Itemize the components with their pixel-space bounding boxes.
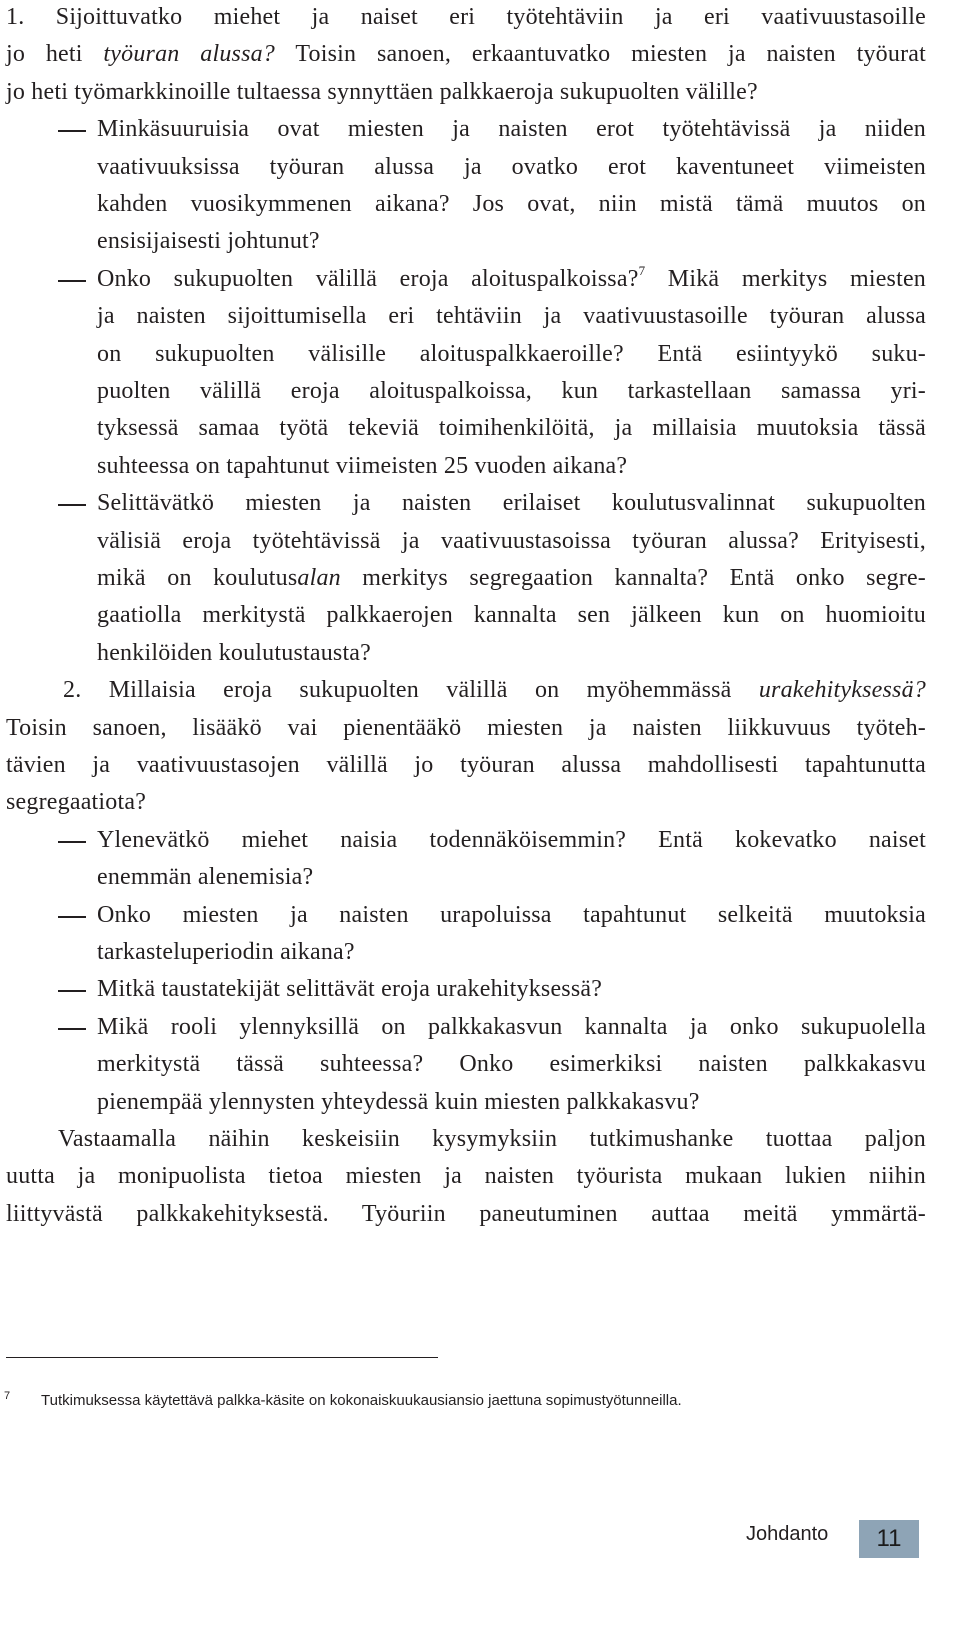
text-line: Minkäsuuruisia ovat miesten ja naisten erot työtehtävissä ja niiden (97, 116, 926, 143)
text-line: kahden vuosikymmenen aikana? Jos ovat, niin mistä tämä muutos on (97, 191, 926, 217)
text-line: pienempää ylennysten yhteydessä kuin miesten palkkakasvu? (97, 1088, 700, 1115)
list-dash (58, 130, 86, 132)
page-number: 11 (859, 1520, 919, 1558)
text-line: henkilöiden koulutustausta? (97, 639, 372, 666)
text-line: gaatiolla merkitystä palkkaerojen kannalta sen jälkeen kun on huomioitu (97, 602, 926, 629)
text-line: suhteessa on tapahtunut viimeisten 25 vuoden aikana? (97, 452, 628, 479)
footer-section-label: Johdanto (746, 1523, 829, 1545)
list-dash (58, 504, 86, 506)
list-dash (58, 916, 86, 918)
text-line: Ylenevätkö miehet naisia todennäköisemmin? Entä kokevatko naiset (97, 826, 926, 853)
text-line: Onko sukupuolten välillä eroja aloituspalkoissa?$^7$ Mikä merkitys miesten (97, 262, 927, 292)
text-line: ja naisten sijoittumisella eri tehtäviin ja vaativuustasoille työuran alussa (97, 303, 926, 330)
footnote-divider (6, 1357, 438, 1358)
footnote-marker: 7 (4, 1390, 11, 1402)
list-dash (58, 1028, 86, 1030)
text-line: 2. Millaisia eroja sukupuolten välillä on myöhemmässä urakehityksessä? (63, 677, 926, 704)
text-line: enemmän alenemisia? (97, 864, 314, 891)
text-line: tarkasteluperiodin aikana? (97, 939, 355, 965)
body-text (6, 0, 926, 1233)
text-line: tävien ja vaativuustasojen välillä jo työuran alussa mahdollisesti tapahtunutta (6, 752, 926, 778)
text-line: välisiä eroja työtehtävissä ja vaativuustasoissa työuran alussa? Erityisesti, (97, 527, 926, 554)
text-line: on sukupuolten välisille aloituspalkkaeroille? Entä esiintyykö suku- (97, 340, 926, 367)
list-dash (58, 280, 86, 282)
text-line: jo heti työmarkkinoille tultaessa synnyttäen palkkaeroja sukupuolten välille? (6, 78, 758, 105)
text-line: liittyvästä palkkakehityksestä. Työuriin paneutuminen auttaa meitä ymmärtä- (6, 1200, 926, 1227)
list-dash (58, 990, 86, 992)
text-line: puolten välillä eroja aloituspalkoissa, kun tarkastellaan samassa yri- (97, 378, 926, 404)
list-dash (58, 841, 86, 843)
text-line: Selittävätkö miesten ja naisten erilaiset koulutusvalinnat sukupuolten (97, 490, 926, 517)
text-line: merkitystä tässä suhteessa? Onko esimerkiksi naisten palkkakasvu (97, 1051, 926, 1078)
text-line: Mikä rooli ylennyksillä on palkkakasvun kannalta ja onko sukupuolella (97, 1013, 926, 1040)
footnote-text: Tutkimuksessa käytettävä palkka-käsite on kokonaiskuukausiansio jaettuna sopimustyötunneilla. (41, 1392, 682, 1409)
text-line: Vastaamalla näihin keskeisiin kysymyksiin tutkimushanke tuottaa paljon (58, 1126, 926, 1152)
text-line: tyksessä samaa työtä tekeviä toimihenkilöitä, ja millaisia muutoksia tässä (97, 415, 926, 442)
text-line: mikä on koulutusalan merkitys segregaation kannalta? Entä onko segre- (97, 565, 926, 591)
text-line: segregaatiota? (6, 789, 147, 816)
text-line: Mitkä taustatekijät selittävät eroja urakehityksessä? (97, 976, 603, 1003)
text-line: Onko miesten ja naisten urapoluissa tapahtunut selkeitä muutoksia (97, 901, 926, 928)
text-line: vaativuuksissa työuran alussa ja ovatko erot kaventuneet viimeisten (97, 153, 926, 180)
text-line: jo heti työuran alussa? Toisin sanoen, erkaantuvatko miesten ja naisten työurat (6, 41, 926, 68)
text-line: 1. Sijoittuvatko miehet ja naiset eri työtehtäviin ja eri vaativuustasoille (6, 4, 926, 30)
text-line: Toisin sanoen, lisääkö vai pienentääkö miesten ja naisten liikkuvuus työteh- (6, 714, 926, 741)
text-line: uutta ja monipuolista tietoa miesten ja naisten työurista mukaan lukien niihin (6, 1163, 926, 1190)
text-line: ensisijaisesti johtunut? (97, 228, 320, 255)
